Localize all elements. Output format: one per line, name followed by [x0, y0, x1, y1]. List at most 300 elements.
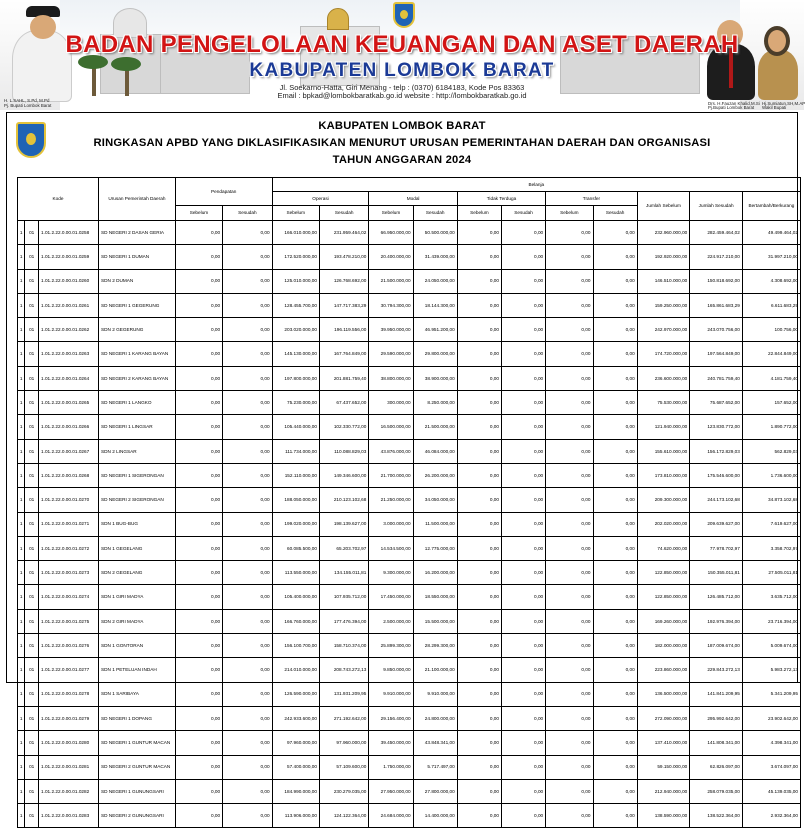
cell-pendapatan-sebelum: 0,00 [175, 682, 222, 706]
cell-bertambah: 4.308.692,00 [742, 269, 800, 293]
cell-operasi-sebelum: 203.020.000,00 [272, 318, 319, 342]
cell-operasi-sesudah: 196.119.556,00 [319, 318, 368, 342]
cell-code: 1.01.2.22.0.00.01.0263 [39, 342, 99, 366]
cell-jumlah-sesudah: 150.818.692,00 [690, 269, 743, 293]
cell-modal-sesudah: 28.299.300,00 [413, 634, 457, 658]
header-operasi: Operasi [272, 192, 369, 206]
cell-transfer-sebelum: 0,00 [546, 488, 593, 512]
cell-pendapatan-sebelum: 0,00 [175, 658, 222, 682]
cell-pendapatan-sebelum: 0,00 [175, 221, 222, 245]
cell-operasi-sesudah: 198.139.627,00 [319, 512, 368, 536]
cell-code: 1.01.2.22.0.00.01.0264 [39, 366, 99, 390]
cell-pendapatan-sesudah: 0,00 [223, 536, 272, 560]
cell-tidak-terduga-sesudah: 0,00 [501, 682, 545, 706]
cell-sub: 01 [25, 634, 39, 658]
cell-level: 1 [18, 245, 25, 269]
cell-tidak-terduga-sesudah: 0,00 [501, 634, 545, 658]
cell-pendapatan-sesudah: 0,00 [223, 755, 272, 779]
cell-transfer-sesudah: 0,00 [593, 415, 637, 439]
cell-unit: SDN 2 GEGELANG [99, 561, 176, 585]
table-row [18, 221, 801, 245]
cell-pendapatan-sesudah: 0,00 [223, 731, 272, 755]
cell-code: 1.01.2.22.0.00.01.0262 [39, 318, 99, 342]
cell-transfer-sesudah: 0,00 [593, 293, 637, 317]
cell-pendapatan-sesudah: 0,00 [223, 269, 272, 293]
cell-level: 1 [18, 342, 25, 366]
cell-level: 1 [18, 682, 25, 706]
cell-operasi-sebelum: 125.010.000,00 [272, 269, 319, 293]
cell-transfer-sebelum: 0,00 [546, 779, 593, 803]
header-sesudah: Sesudah [223, 206, 272, 221]
cell-modal-sesudah: 5.717.497,00 [413, 755, 457, 779]
cell-modal-sebelum: 16.500.000,00 [369, 415, 413, 439]
header-modal: Modal [369, 192, 457, 206]
header-banner [0, 0, 804, 110]
cell-unit: SD NEGERI 1 SIGERONGAN [99, 463, 176, 487]
regency-emblem-icon [393, 2, 415, 28]
header-sesudah: Sesudah [593, 206, 637, 221]
cell-tidak-terduga-sebelum: 0,00 [457, 439, 501, 463]
cell-pendapatan-sesudah: 0,00 [223, 779, 272, 803]
cell-modal-sebelum: 24.684.000,00 [369, 804, 413, 828]
cell-operasi-sesudah: 97.960.000,00 [319, 731, 368, 755]
cell-operasi-sebelum: 145.130.000,00 [272, 342, 319, 366]
cell-unit: SDN 2 DUMAN [99, 269, 176, 293]
cell-operasi-sesudah: 126.768.692,00 [319, 269, 368, 293]
cell-operasi-sebelum: 152.110.000,00 [272, 463, 319, 487]
cell-bertambah: 157.652,00 [742, 391, 800, 415]
cell-transfer-sesudah: 0,00 [593, 561, 637, 585]
cell-code: 1.01.2.22.0.00.01.0265 [39, 391, 99, 415]
banner-title: BADAN PENGELOLAAN KEUANGAN DAN ASET DAERAH [65, 31, 739, 58]
cell-jumlah-sebelum: 136.500.000,00 [637, 682, 690, 706]
cell-unit: SDN 1 SARIBAYA [99, 682, 176, 706]
cell-transfer-sesudah: 0,00 [593, 755, 637, 779]
cell-operasi-sesudah: 230.279.035,00 [319, 779, 368, 803]
cell-transfer-sesudah: 0,00 [593, 536, 637, 560]
cell-bertambah: 2.932.364,00 [742, 804, 800, 828]
cell-transfer-sesudah: 0,00 [593, 439, 637, 463]
header-sebelum: Sebelum [175, 206, 222, 221]
cell-tidak-terduga-sebelum: 0,00 [457, 609, 501, 633]
cell-operasi-sebelum: 111.734.000,00 [272, 439, 319, 463]
table-row [18, 779, 801, 803]
cell-transfer-sebelum: 0,00 [546, 561, 593, 585]
cell-tidak-terduga-sesudah: 0,00 [501, 342, 545, 366]
cell-jumlah-sebelum: 202.020.000,00 [637, 512, 690, 536]
cell-jumlah-sesudah: 187.009.674,00 [690, 634, 743, 658]
cell-code: 1.01.2.22.0.00.01.0271 [39, 512, 99, 536]
table-row [18, 609, 801, 633]
cell-unit: SD NEGERI 1 DOPANG [99, 706, 176, 730]
cell-code: 1.01.2.22.0.00.01.0275 [39, 609, 99, 633]
cell-pendapatan-sesudah: 0,00 [223, 415, 272, 439]
cell-tidak-terduga-sebelum: 0,00 [457, 415, 501, 439]
cell-operasi-sesudah: 57.109.600,00 [319, 755, 368, 779]
table-row [18, 366, 801, 390]
header-jumlah-sebelum: Jumlah Sebelum [637, 192, 690, 221]
cell-jumlah-sebelum: 75.530.000,00 [637, 391, 690, 415]
cell-jumlah-sesudah: 244.173.102,68 [690, 488, 743, 512]
cell-bertambah: 6.611.683,29 [742, 293, 800, 317]
cell-modal-sesudah: 21.100.000,00 [413, 658, 457, 682]
cell-level: 1 [18, 804, 25, 828]
cell-jumlah-sesudah: 75.687.652,00 [690, 391, 743, 415]
cell-unit: SD NEGERI 1 DUMAN [99, 245, 176, 269]
cell-tidak-terduga-sebelum: 0,00 [457, 536, 501, 560]
cell-tidak-terduga-sesudah: 0,00 [501, 463, 545, 487]
cell-jumlah-sesudah: 165.861.683,29 [690, 293, 743, 317]
cell-jumlah-sesudah: 240.781.759,40 [690, 366, 743, 390]
cell-tidak-terduga-sebelum: 0,00 [457, 342, 501, 366]
cell-pendapatan-sebelum: 0,00 [175, 706, 222, 730]
cell-transfer-sesudah: 0,00 [593, 512, 637, 536]
cell-bertambah: 100.756,00 [742, 318, 800, 342]
cell-modal-sebelum: 29.590.000,00 [369, 342, 413, 366]
cell-level: 1 [18, 293, 25, 317]
cell-operasi-sesudah: 147.717.383,29 [319, 293, 368, 317]
cell-unit: SD NEGERI 2 KARANG BAYAN [99, 366, 176, 390]
cell-level: 1 [18, 439, 25, 463]
cell-transfer-sesudah: 0,00 [593, 269, 637, 293]
cell-pendapatan-sebelum: 0,00 [175, 342, 222, 366]
cell-modal-sesudah: 16.200.000,00 [413, 561, 457, 585]
cell-pendapatan-sesudah: 0,00 [223, 221, 272, 245]
cell-bertambah: 3.635.712,00 [742, 585, 800, 609]
cell-bertambah: 562.829,03 [742, 439, 800, 463]
cell-pendapatan-sesudah: 0,00 [223, 682, 272, 706]
cell-pendapatan-sebelum: 0,00 [175, 536, 222, 560]
cell-tidak-terduga-sesudah: 0,00 [501, 221, 545, 245]
cell-unit: SD NEGERI 2 GUNTUR MACAN [99, 755, 176, 779]
cell-sub: 01 [25, 488, 39, 512]
cell-pendapatan-sebelum: 0,00 [175, 634, 222, 658]
cell-level: 1 [18, 731, 25, 755]
caption-right1-role: Pj.Bupati Lombok Barat [708, 105, 755, 110]
cell-modal-sebelum: 14.534.500,00 [369, 536, 413, 560]
cell-sub: 01 [25, 342, 39, 366]
cell-modal-sesudah: 9.910.000,00 [413, 682, 457, 706]
cell-level: 1 [18, 706, 25, 730]
header-sesudah: Sesudah [413, 206, 457, 221]
cell-unit: SD NEGERI 1 LANGKO [99, 391, 176, 415]
cell-sub: 01 [25, 682, 39, 706]
caption-left-role: Pj. Bupati Lombok Barat [4, 103, 52, 108]
cell-sub: 01 [25, 463, 39, 487]
cell-pendapatan-sebelum: 0,00 [175, 561, 222, 585]
cell-unit: SD NEGERI 1 GUNTUR MACAN [99, 731, 176, 755]
cell-pendapatan-sebelum: 0,00 [175, 415, 222, 439]
cell-tidak-terduga-sebelum: 0,00 [457, 779, 501, 803]
cell-operasi-sebelum: 113.550.000,00 [272, 561, 319, 585]
cell-code: 1.01.2.22.0.00.01.0279 [39, 706, 99, 730]
cell-sub: 01 [25, 245, 39, 269]
cell-sub: 01 [25, 293, 39, 317]
cell-jumlah-sesudah: 126.485.712,00 [690, 585, 743, 609]
cell-pendapatan-sesudah: 0,00 [223, 245, 272, 269]
cell-transfer-sebelum: 0,00 [546, 658, 593, 682]
cell-transfer-sebelum: 0,00 [546, 318, 593, 342]
cell-bertambah: 1.890.772,00 [742, 415, 800, 439]
cell-jumlah-sebelum: 121.940.000,00 [637, 415, 690, 439]
cell-operasi-sebelum: 60.085.500,00 [272, 536, 319, 560]
cell-unit: SDN 2 GEGERUNG [99, 318, 176, 342]
cell-pendapatan-sebelum: 0,00 [175, 318, 222, 342]
cell-jumlah-sebelum: 192.920.000,00 [637, 245, 690, 269]
cell-modal-sesudah: 15.500.000,00 [413, 609, 457, 633]
cell-transfer-sesudah: 0,00 [593, 221, 637, 245]
cell-code: 1.01.2.22.0.00.01.0280 [39, 731, 99, 755]
header-sebelum: Sebelum [546, 206, 593, 221]
cell-modal-sebelum: 29.156.400,00 [369, 706, 413, 730]
cell-modal-sesudah: 12.775.000,00 [413, 536, 457, 560]
cell-modal-sebelum: 9.850.000,00 [369, 658, 413, 682]
cell-transfer-sesudah: 0,00 [593, 779, 637, 803]
cell-sub: 01 [25, 779, 39, 803]
cell-level: 1 [18, 463, 25, 487]
cell-jumlah-sesudah: 209.639.627,00 [690, 512, 743, 536]
cell-code: 1.01.2.22.0.00.01.0277 [39, 658, 99, 682]
cell-operasi-sebelum: 105.440.000,00 [272, 415, 319, 439]
cell-pendapatan-sebelum: 0,00 [175, 391, 222, 415]
table-row [18, 245, 801, 269]
cell-operasi-sesudah: 177.476.394,00 [319, 609, 368, 633]
cell-transfer-sebelum: 0,00 [546, 245, 593, 269]
cell-pendapatan-sebelum: 0,00 [175, 609, 222, 633]
table-row [18, 269, 801, 293]
cell-operasi-sesudah: 67.437.652,00 [319, 391, 368, 415]
cell-transfer-sesudah: 0,00 [593, 391, 637, 415]
cell-tidak-terduga-sesudah: 0,00 [501, 536, 545, 560]
cell-operasi-sebelum: 126.590.000,00 [272, 682, 319, 706]
cell-tidak-terduga-sebelum: 0,00 [457, 318, 501, 342]
table-row [18, 293, 801, 317]
cell-code: 1.01.2.22.0.00.01.0273 [39, 561, 99, 585]
cell-transfer-sebelum: 0,00 [546, 415, 593, 439]
cell-pendapatan-sebelum: 0,00 [175, 731, 222, 755]
cell-level: 1 [18, 634, 25, 658]
cell-tidak-terduga-sesudah: 0,00 [501, 609, 545, 633]
cell-sub: 01 [25, 439, 39, 463]
cell-jumlah-sebelum: 155.610.000,00 [637, 439, 690, 463]
cell-tidak-terduga-sebelum: 0,00 [457, 293, 501, 317]
cell-code: 1.01.2.22.0.00.01.0259 [39, 245, 99, 269]
cell-operasi-sesudah: 134.155.011,81 [319, 561, 368, 585]
cell-code: 1.01.2.22.0.00.01.0260 [39, 269, 99, 293]
cell-sub: 01 [25, 512, 39, 536]
cell-transfer-sesudah: 0,00 [593, 463, 637, 487]
apbd-summary-table [17, 177, 801, 828]
cell-tidak-terduga-sebelum: 0,00 [457, 245, 501, 269]
cell-sub: 01 [25, 536, 39, 560]
cell-jumlah-sesudah: 295.992.642,00 [690, 706, 743, 730]
cell-pendapatan-sesudah: 0,00 [223, 634, 272, 658]
cell-operasi-sesudah: 271.192.642,00 [319, 706, 368, 730]
cell-jumlah-sebelum: 174.720.000,00 [637, 342, 690, 366]
cell-tidak-terduga-sebelum: 0,00 [457, 682, 501, 706]
table-row [18, 804, 801, 828]
cell-pendapatan-sesudah: 0,00 [223, 585, 272, 609]
cell-tidak-terduga-sesudah: 0,00 [501, 245, 545, 269]
cell-unit: SDN 1 GEGELANG [99, 536, 176, 560]
cell-operasi-sesudah: 231.959.464,02 [319, 221, 368, 245]
cell-jumlah-sebelum: 146.510.000,00 [637, 269, 690, 293]
cell-operasi-sesudah: 124.122.364,00 [319, 804, 368, 828]
cell-unit: SDN 1 PETELUAN INDAH [99, 658, 176, 682]
table-row [18, 585, 801, 609]
cell-jumlah-sesudah: 123.830.772,00 [690, 415, 743, 439]
cell-operasi-sesudah: 110.088.829,03 [319, 439, 368, 463]
table-row [18, 634, 801, 658]
header-kode: Kode [18, 178, 99, 221]
header-tidak-terduga: Tidak Terduga [457, 192, 545, 206]
cell-jumlah-sebelum: 212.940.000,00 [637, 779, 690, 803]
cell-tidak-terduga-sebelum: 0,00 [457, 658, 501, 682]
cell-pendapatan-sebelum: 0,00 [175, 439, 222, 463]
cell-sub: 01 [25, 585, 39, 609]
table-row [18, 415, 801, 439]
cell-unit: SDN 1 BUG-BUG [99, 512, 176, 536]
cell-operasi-sesudah: 149.346.600,00 [319, 463, 368, 487]
cell-operasi-sebelum: 214.010.000,00 [272, 658, 319, 682]
cell-sub: 01 [25, 318, 39, 342]
cell-pendapatan-sesudah: 0,00 [223, 391, 272, 415]
cell-jumlah-sesudah: 150.355.011,81 [690, 561, 743, 585]
cell-jumlah-sebelum: 137.410.000,00 [637, 731, 690, 755]
cell-jumlah-sesudah: 282.459.464,02 [690, 221, 743, 245]
cell-jumlah-sebelum: 74.620.000,00 [637, 536, 690, 560]
cell-bertambah: 22.844.849,00 [742, 342, 800, 366]
cell-modal-sebelum: 3.000.000,00 [369, 512, 413, 536]
header-sebelum: Sebelum [457, 206, 501, 221]
cell-transfer-sebelum: 0,00 [546, 391, 593, 415]
cell-tidak-terduga-sebelum: 0,00 [457, 561, 501, 585]
cell-level: 1 [18, 779, 25, 803]
cell-modal-sebelum: 43.876.000,00 [369, 439, 413, 463]
cell-sub: 01 [25, 731, 39, 755]
cell-transfer-sesudah: 0,00 [593, 342, 637, 366]
cell-tidak-terduga-sesudah: 0,00 [501, 391, 545, 415]
table-body [18, 221, 801, 828]
cell-modal-sebelum: 21.250.000,00 [369, 488, 413, 512]
cell-transfer-sebelum: 0,00 [546, 221, 593, 245]
cell-operasi-sesudah: 208.743.272,13 [319, 658, 368, 682]
cell-bertambah: 3.674.097,00 [742, 755, 800, 779]
cell-transfer-sebelum: 0,00 [546, 366, 593, 390]
cell-level: 1 [18, 536, 25, 560]
cell-jumlah-sesudah: 258.079.035,00 [690, 779, 743, 803]
cell-unit: SD NEGERI 1 GEGERUNG [99, 293, 176, 317]
cell-transfer-sebelum: 0,00 [546, 706, 593, 730]
cell-modal-sesudah: 21.500.000,00 [413, 415, 457, 439]
cell-tidak-terduga-sebelum: 0,00 [457, 585, 501, 609]
cell-sub: 01 [25, 609, 39, 633]
cell-pendapatan-sesudah: 0,00 [223, 293, 272, 317]
cell-modal-sesudah: 24.050.000,00 [413, 269, 457, 293]
cell-operasi-sebelum: 128.455.700,00 [272, 293, 319, 317]
cell-tidak-terduga-sebelum: 0,00 [457, 366, 501, 390]
cell-transfer-sebelum: 0,00 [546, 269, 593, 293]
cell-pendapatan-sebelum: 0,00 [175, 585, 222, 609]
cell-modal-sesudah: 11.500.000,00 [413, 512, 457, 536]
cell-level: 1 [18, 221, 25, 245]
cell-operasi-sebelum: 105.400.000,00 [272, 585, 319, 609]
cell-jumlah-sesudah: 141.808.341,00 [690, 731, 743, 755]
table-row [18, 658, 801, 682]
cell-operasi-sebelum: 97.960.000,00 [272, 731, 319, 755]
cell-operasi-sebelum: 166.760.000,00 [272, 609, 319, 633]
cell-tidak-terduga-sebelum: 0,00 [457, 221, 501, 245]
cell-modal-sesudah: 14.400.000,00 [413, 804, 457, 828]
cell-pendapatan-sebelum: 0,00 [175, 245, 222, 269]
cell-transfer-sebelum: 0,00 [546, 463, 593, 487]
cell-jumlah-sebelum: 223.860.000,00 [637, 658, 690, 682]
cell-modal-sesudah: 38.900.000,00 [413, 366, 457, 390]
cell-operasi-sesudah: 107.935.712,00 [319, 585, 368, 609]
cell-operasi-sesudah: 210.123.102,68 [319, 488, 368, 512]
cell-sub: 01 [25, 561, 39, 585]
header-sesudah: Sesudah [501, 206, 545, 221]
cell-jumlah-sebelum: 242.970.000,00 [637, 318, 690, 342]
cell-transfer-sebelum: 0,00 [546, 439, 593, 463]
cell-pendapatan-sebelum: 0,00 [175, 293, 222, 317]
cell-pendapatan-sebelum: 0,00 [175, 366, 222, 390]
cell-bertambah: 23.902.642,00 [742, 706, 800, 730]
table-row [18, 561, 801, 585]
banner-address: Jl. Soekarno-Hatta, Giri Menang - telp : (0370) 6184183, Kode Pos 83363 [279, 83, 525, 92]
cell-operasi-sesudah: 65.203.702,97 [319, 536, 368, 560]
cell-sub: 01 [25, 658, 39, 682]
cell-tidak-terduga-sebelum: 0,00 [457, 512, 501, 536]
cell-bertambah: 5.983.272,13 [742, 658, 800, 682]
cell-operasi-sesudah: 158.710.374,00 [319, 634, 368, 658]
cell-tidak-terduga-sesudah: 0,00 [501, 658, 545, 682]
cell-tidak-terduga-sebelum: 0,00 [457, 488, 501, 512]
cell-bertambah: 49.499.464,02 [742, 221, 800, 245]
cell-code: 1.01.2.22.0.00.01.0282 [39, 779, 99, 803]
cell-level: 1 [18, 658, 25, 682]
cell-pendapatan-sebelum: 0,00 [175, 488, 222, 512]
cell-level: 1 [18, 269, 25, 293]
cell-jumlah-sesudah: 62.826.097,00 [690, 755, 743, 779]
header-pendapatan: Pendapatan [175, 178, 272, 206]
cell-pendapatan-sesudah: 0,00 [223, 512, 272, 536]
cell-code: 1.01.2.22.0.00.01.0268 [39, 463, 99, 487]
cell-tidak-terduga-sesudah: 0,00 [501, 561, 545, 585]
cell-jumlah-sebelum: 173.810.000,00 [637, 463, 690, 487]
cell-level: 1 [18, 366, 25, 390]
cell-tidak-terduga-sesudah: 0,00 [501, 706, 545, 730]
cell-level: 1 [18, 318, 25, 342]
cell-modal-sebelum: 21.500.000,00 [369, 269, 413, 293]
cell-modal-sesudah: 50.500.000,00 [413, 221, 457, 245]
cell-sub: 01 [25, 706, 39, 730]
cell-bertambah: 7.619.627,00 [742, 512, 800, 536]
cell-operasi-sebelum: 242.933.600,00 [272, 706, 319, 730]
cell-pendapatan-sesudah: 0,00 [223, 488, 272, 512]
cell-operasi-sebelum: 156.100.700,00 [272, 634, 319, 658]
cell-modal-sebelum: 1.750.000,00 [369, 755, 413, 779]
document-title-line3: TAHUN ANGGARAN 2024 [332, 154, 472, 166]
cell-bertambah: 45.139.035,00 [742, 779, 800, 803]
cell-bertambah: 31.997.210,00 [742, 245, 800, 269]
cell-code: 1.01.2.22.0.00.01.0270 [39, 488, 99, 512]
header-bertambah: Bertambah/Berkurang [742, 192, 800, 221]
cell-modal-sebelum: 21.700.000,00 [369, 463, 413, 487]
cell-code: 1.01.2.22.0.00.01.0283 [39, 804, 99, 828]
cell-modal-sebelum: 39.450.000,00 [369, 731, 413, 755]
cell-operasi-sesudah: 102.330.772,00 [319, 415, 368, 439]
